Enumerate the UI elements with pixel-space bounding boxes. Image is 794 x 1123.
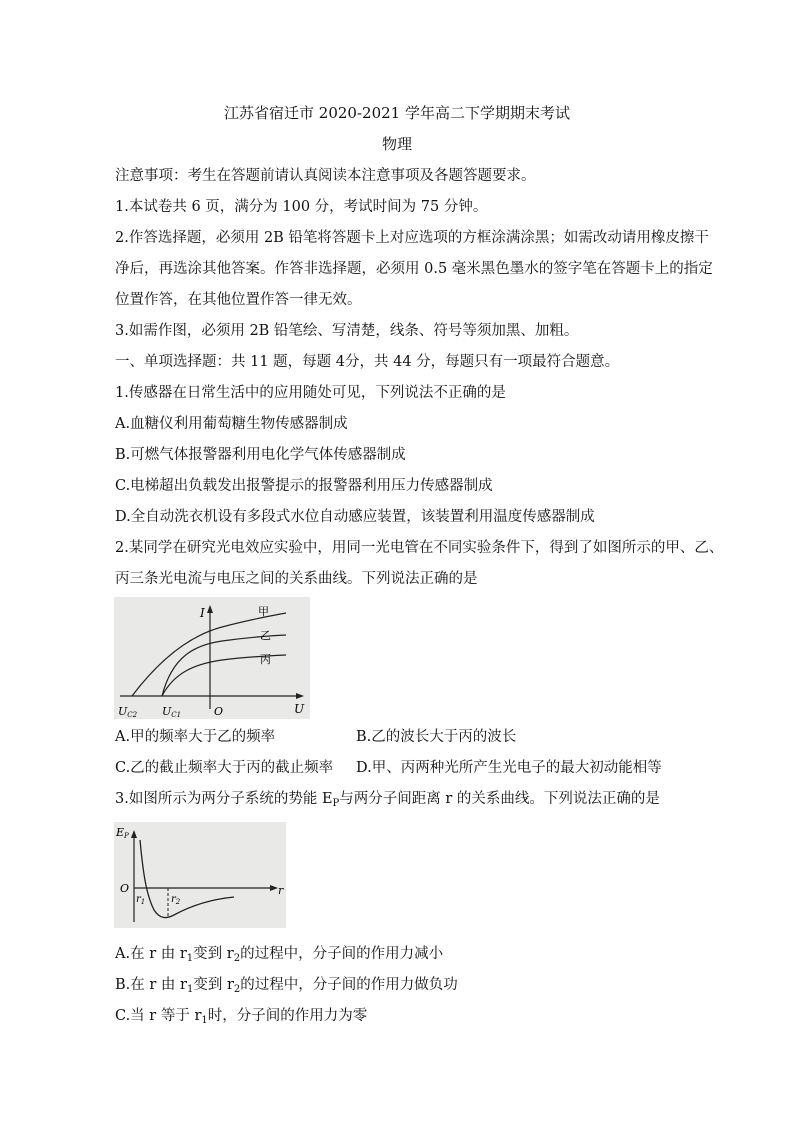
q2-i-axis-arrow	[207, 605, 213, 613]
q2-u-axis-arrow	[296, 693, 304, 699]
q3-r-label: r	[278, 884, 284, 897]
q3-r2-label: $r_2$	[171, 894, 181, 906]
exam-subject: 物理	[381, 135, 412, 153]
notice-item-2-line-1: 2.作答选择题，必须用 2B 铅笔将答题卡上对应选项的方框涂满涂黑；如需改动请用橡皮擦干	[115, 230, 709, 246]
q2-option-d: D.甲、丙两种光所产生光电子的最大初动能相等	[356, 760, 662, 776]
q3-stem: 3.如图所示为两分子系统的势能 $E_P$与两分子间距离 r 的关系曲线。下列说法正确的是	[115, 791, 660, 809]
q1-option-a: A.血糖仪利用葡萄糖生物传感器制成	[115, 416, 348, 432]
q3-ep-axis-arrow	[131, 830, 137, 838]
notice-item-2-line-2: 净后，再选涂其他答案。作答非选择题，必须用 0.5 毫米黑色墨水的签字笔在答题卡上的指定	[115, 261, 713, 277]
q2-uc2-label: UC2	[118, 705, 138, 719]
q3-r1-label: $r_1$	[136, 894, 146, 906]
q3-option-c: C.当 r 等于 $r_1$时，分子间的作用力为零	[115, 1008, 368, 1026]
q2-option-b: B.乙的波长大于丙的波长	[356, 729, 517, 745]
q3-option-b: B.在 r 由 $r_1$变到 $r_2$的过程中，分子间的作用力做负功	[115, 977, 458, 995]
q3-option-a: A.在 r 由 $r_1$变到 $r_2$的过程中，分子间的作用力减小	[115, 946, 444, 964]
q2-photoelectric-figure	[114, 597, 310, 719]
q2-origin-label: O	[214, 705, 224, 718]
q3-origin-label: O	[120, 882, 130, 895]
q2-graph	[114, 597, 310, 719]
q1-option-d: D.全自动洗衣机设有多段式水位自动感应装置，该装置利用温度传感器制成	[115, 509, 595, 525]
q3-ep-label: EP	[116, 826, 129, 840]
q2-label-bing: 丙	[260, 653, 271, 666]
notice-item-1: 1.本试卷共 6 页，满分为 100 分，考试时间为 75 分钟。	[115, 199, 488, 215]
q3-graph	[114, 822, 286, 928]
q3-r-axis-arrow	[270, 885, 278, 891]
q2-uc1-label: UC1	[162, 705, 182, 719]
q3-ep-curve	[140, 840, 234, 918]
q2-label-yi: 乙	[260, 629, 271, 642]
q1-option-c: C.电梯超出负载发出报警提示的报警器利用压力传感器制成	[115, 478, 493, 494]
exam-title: 江苏省宿迁市 2020-2021 学年高二下学期期末考试	[224, 104, 570, 122]
notice-item-3: 3.如需作图，必须用 2B 铅笔绘、写清楚，线条、符号等须加黑、加粗。	[115, 323, 579, 339]
notice-heading: 注意事项：考生在答题前请认真阅读本注意事项及各题答题要求。	[115, 168, 536, 184]
notice-item-2-line-3: 位置作答，在其他位置作答一律无效。	[115, 292, 362, 308]
q2-label-jia: 甲	[258, 605, 269, 618]
q2-u-label: U	[294, 702, 305, 716]
section-1-heading: 一、单项选择题：共 11 题，每题 4分，共 44 分，每题只有一项最符合题意。	[115, 354, 620, 370]
q2-option-a: A.甲的频率大于乙的频率	[115, 729, 276, 745]
q2-i-label: I	[200, 606, 205, 620]
q1-option-b: B.可燃气体报警器利用电化学气体传感器制成	[115, 447, 406, 463]
q2-stem-line-1: 2.某同学在研究光电效应实验中，用同一光电管在不同实验条件下，得到了如图所示的甲、乙、	[115, 540, 724, 556]
q3-potential-energy-figure	[114, 822, 286, 928]
q2-stem-line-2: 丙三条光电流与电压之间的关系曲线。下列说法正确的是	[115, 571, 478, 587]
q1-stem: 1.传感器在日常生活中的应用随处可见，下列说法不正确的是	[115, 385, 506, 401]
q2-option-c: C.乙的截止频率大于丙的截止频率	[115, 760, 334, 776]
